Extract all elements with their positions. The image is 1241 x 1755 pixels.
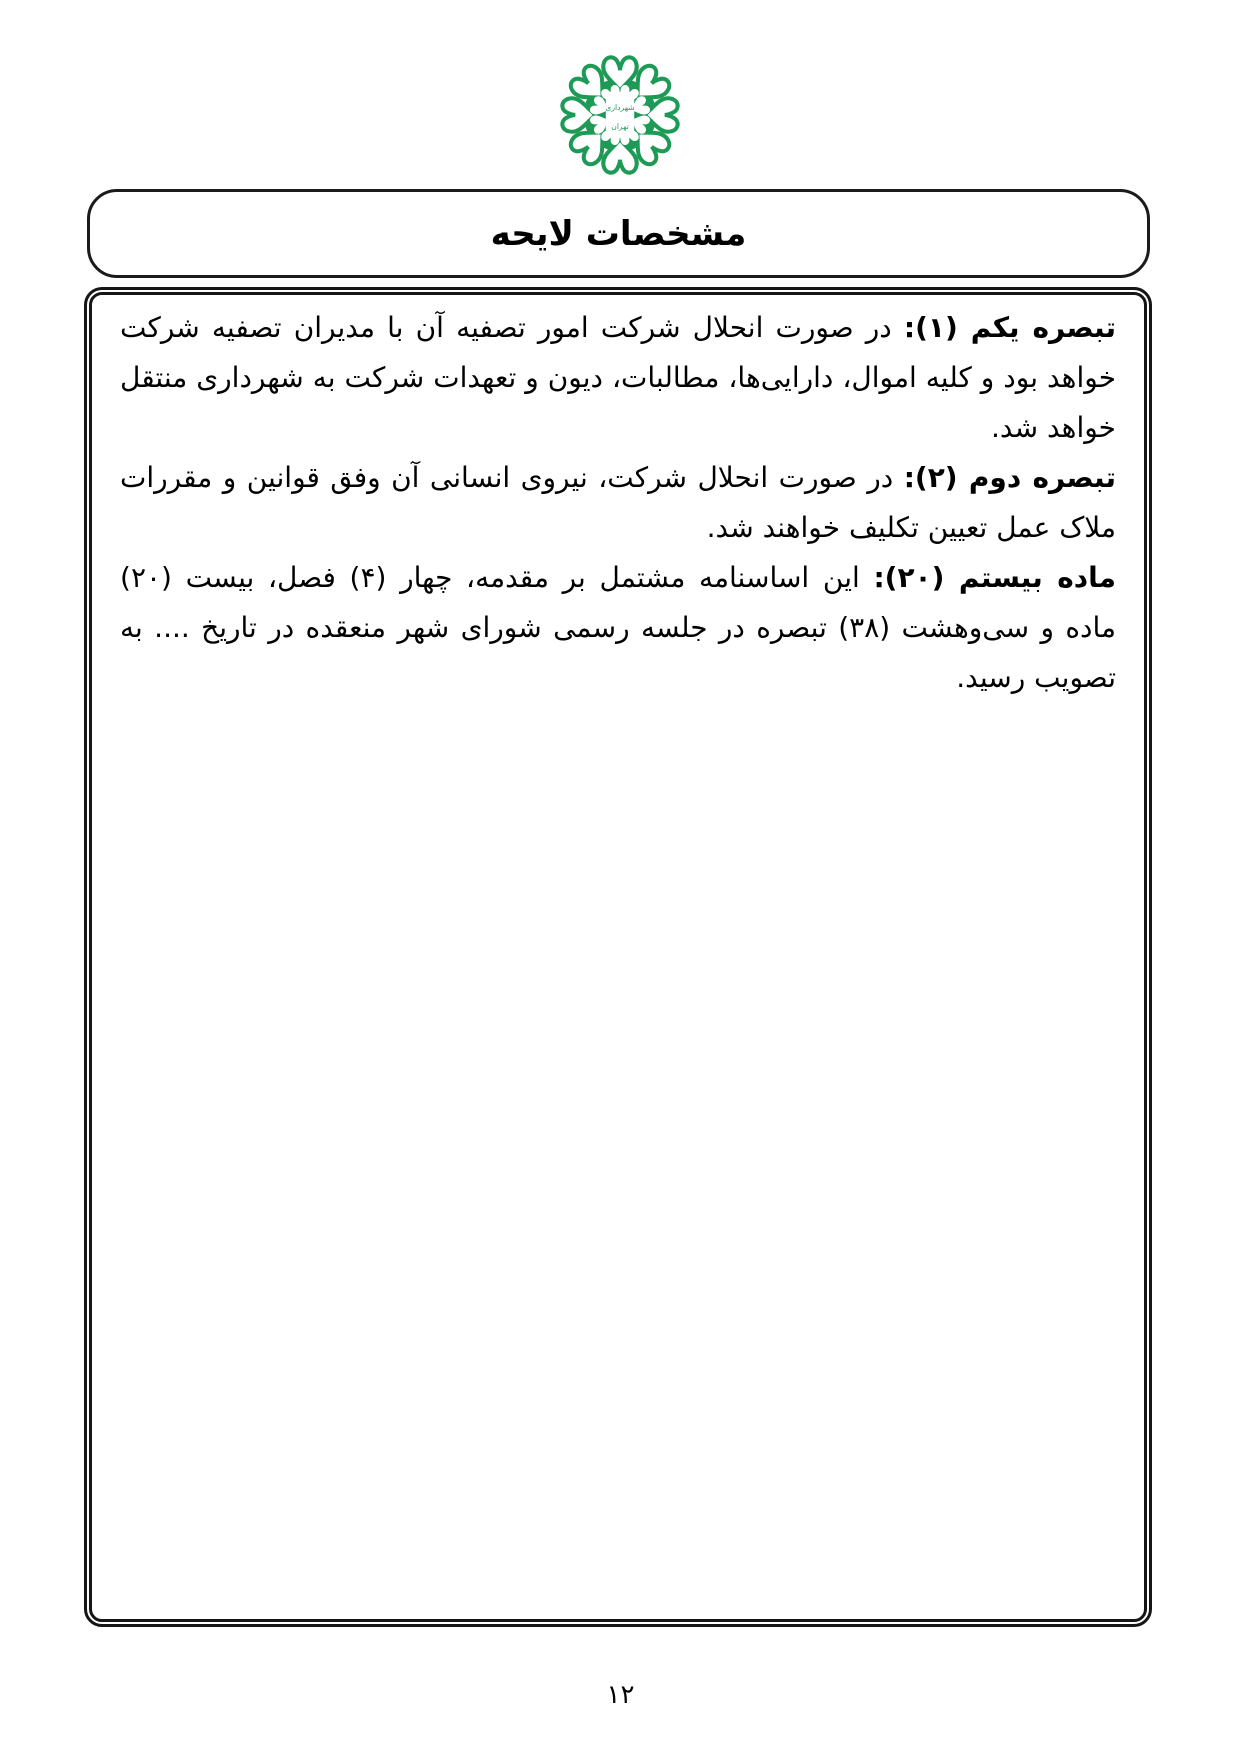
header-box	[87, 189, 1150, 278]
page-title: مشخصات لایحه	[490, 213, 747, 254]
paragraph-tabsareh-2	[120, 453, 1116, 553]
paragraph-body: در صورت انحلال شرکت، نیروی انسانی آن وفق قوانین و مقررات ملاک عمل تعیین تکلیف خواهند شد.	[120, 461, 1116, 544]
municipality-emblem-icon	[549, 42, 691, 188]
logo-calligraphy-line1: شهرداری	[605, 102, 635, 112]
paragraph-tabsareh-1	[120, 303, 1116, 453]
paragraph-lead: ماده بیستم (۲۰):	[873, 561, 1117, 594]
paragraph-body: در صورت انحلال شرکت امور تصفیه آن با مدیران تصفیه شرکت خواهد بود و کلیه اموال، دارایی‌ها، مطالبات، دیون و تعهدات شرکت به شهرداری منتقل خواهد شد.	[120, 311, 1116, 444]
tehran-municipality-logo	[549, 42, 691, 188]
paragraph-lead: تبصره یکم (۱):	[903, 311, 1117, 344]
paragraph-madeh-20	[120, 553, 1116, 703]
logo-calligraphy-line2: تهران	[611, 122, 629, 132]
paragraph-lead: تبصره دوم (۲):	[903, 461, 1116, 494]
paragraph-body: این اساسنامه مشتمل بر مقدمه، چهار (۴) فصل، بیست (۲۰) ماده و سی‌وهشت (۳۸) تبصره در جلسه رسمی شورای شهر منعقده در تاریخ .... به تصویب رسید.	[120, 561, 1117, 694]
content-box	[84, 287, 1152, 1627]
page-number: ۱۲	[606, 1680, 635, 1710]
